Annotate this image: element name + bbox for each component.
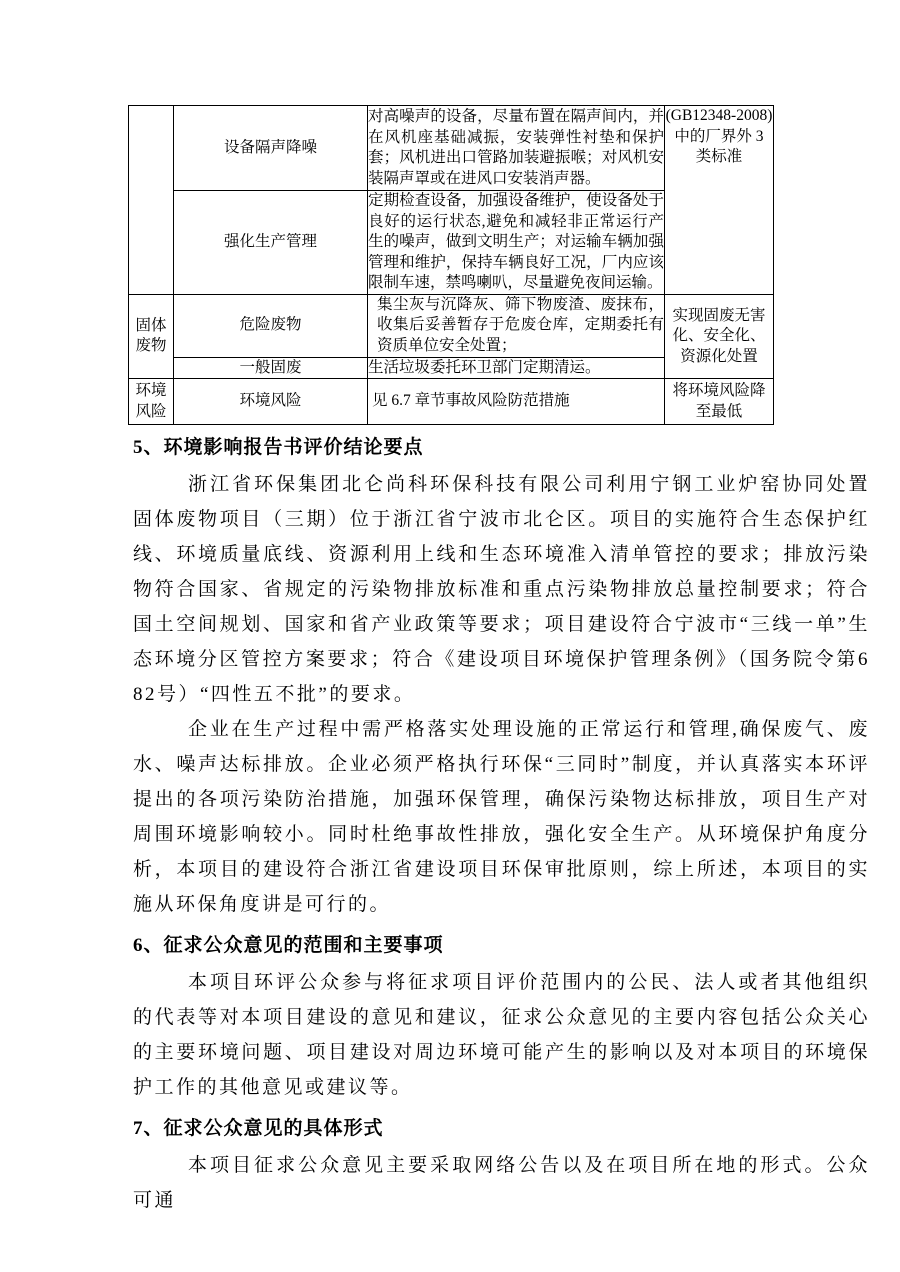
measure-name-cell: 环境风险 (174, 379, 368, 425)
section-6-heading: 6、征求公众意见的范围和主要事项 (133, 935, 444, 956)
measure-detail-cell: 见 6.7 章节事故风险防范措施 (368, 379, 665, 425)
mitigation-measures-table (128, 105, 774, 425)
measure-detail-cell: 定期检查设备，加强设备维护，使设备处于良好的运行状态,避免和减轻非正常运行产生的噪声，做到文明生产；对运输车辆加强管理和维护，保持车辆良好工况，厂内应该限制车速，禁鸣喇叭，尽量避免夜间运输。 (368, 191, 665, 295)
measure-detail-cell: 生活垃圾委托环卫部门定期清运。 (368, 357, 665, 379)
category-cell-env-risk: 环境风险 (129, 379, 174, 425)
goal-cell-env-risk: 将环境风险降至最低 (665, 379, 774, 425)
section-7-heading: 7、征求公众意见的具体形式 (133, 1118, 384, 1139)
section-7-paragraph-1: 本项目征求公众意见主要采取网络公告以及在项目所在地的形式。公众可通 (133, 1155, 870, 1211)
table-row (129, 106, 774, 191)
measure-detail-cell: 对高噪声的设备，尽量布置在隔声间内，并在风机座基础减振，安装弹性衬垫和保护套；风机进出口管路加装避振喉；对风机安装隔声罩或在进风口安装消声器。 (368, 106, 665, 191)
goal-cell-noise: (GB12348-2008)中的厂界外 3 类标准 (665, 106, 774, 295)
document-body (133, 424, 870, 1218)
table-row (129, 294, 774, 357)
category-cell-noise-continued (129, 106, 174, 295)
goal-cell-solid-waste: 实现固废无害化、安全化、资源化处置 (665, 294, 774, 379)
section-6-paragraph-1: 本项目环评公众参与将征求项目评价范围内的公民、法人或者其他组织的代表等对本项目建设的意见和建议，征求公众意见的主要内容包括公众关心的主要环境问题、项目建设对周边环境可能产生的影响以及对本项目的环境保护工作的其他意见或建议等。 (133, 972, 870, 1098)
table-row (129, 379, 774, 425)
section-5-heading: 5、环境影响报告书评价结论要点 (133, 437, 424, 458)
measure-name-cell: 一般固废 (174, 357, 368, 379)
section-5-paragraph-1: 浙江省环保集团北仑尚科环保科技有限公司利用宁钢工业炉窑协同处置固体废物项目（三期）位于浙江省宁波市北仑区。项目的实施符合生态保护红线、环境质量底线、资源利用上线和生态环境准入清单管控的要求；排放污染物符合国家、省规定的污染物排放标准和重点污染物排放总量控制要求；符合国土空间规划、国家和省产业政策等要求；项目建设符合宁波市“三线一单”生态环境分区管控方案要求；符合《建设项目环境保护管理条例》（国务院令第682号）“四性五不批”的要求。 (133, 474, 870, 705)
measure-name-cell: 强化生产管理 (174, 191, 368, 295)
measure-detail-cell: 集尘灰与沉降灰、筛下物废渣、废抹布，收集后妥善暂存于危废仓库，定期委托有资质单位安全处置； (368, 294, 665, 357)
measure-name-cell: 设备隔声降噪 (174, 106, 368, 191)
category-cell-solid-waste: 固体废物 (129, 294, 174, 379)
section-5-paragraph-2: 企业在生产过程中需严格落实处理设施的正常运行和管理,确保废气、废水、噪声达标排放。企业必须严格执行环保“三同时”制度，并认真落实本环评提出的各项污染防治措施，加强环保管理，确保污染物达标排放，项目生产对周围环境影响较小。同时杜绝事故性排放，强化安全生产。从环境保护角度分析，本项目的建设符合浙江省建设项目环保审批原则，综上所述，本项目的实施从环保角度讲是可行的。 (133, 719, 870, 915)
measure-name-cell: 危险废物 (174, 294, 368, 357)
